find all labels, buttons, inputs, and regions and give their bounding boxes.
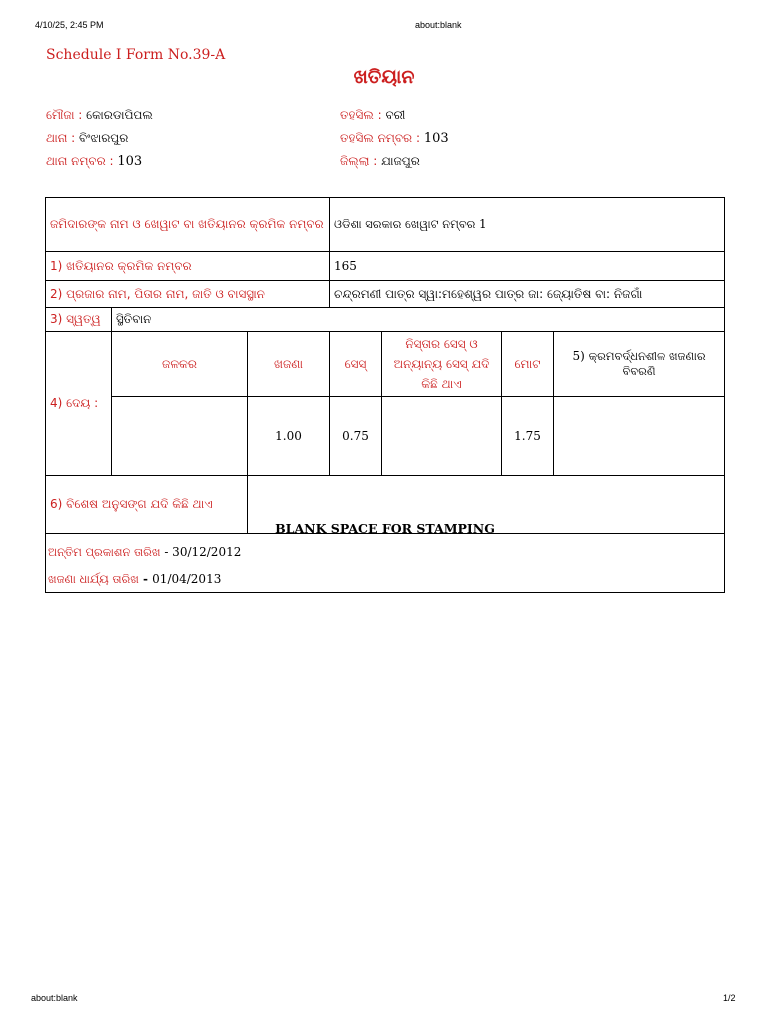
thana-no-line (46, 150, 153, 173)
stamp-area (45, 519, 725, 593)
tenant-value: ଚନ୍ଦ୍ରମଣୀ ପାତ୍ର ସ୍ୱା:ମହେଶ୍ୱର ପାତ୍ର ଜା: ଜ୍ୟୋତିଷ ବା: ନିଜଗାଁ (330, 281, 725, 308)
thana-line (46, 127, 153, 150)
owner-value-text: ଓଡିଶା ସରକାର ଖେୱାଟ ନମ୍ବର (334, 217, 480, 231)
rent-fixation-line (48, 572, 221, 587)
owner-value (330, 198, 725, 252)
tenant-label: 2) ପ୍ରଜାର ନାମ, ପିତାର ନାମ, ଜାତି ଓ ବାସସ୍ଥାନ (46, 281, 330, 308)
thana-no-value: 103 (117, 154, 143, 169)
val-khajana: 1.00 (248, 397, 330, 476)
col-nistar: ନିସ୍ତାର ସେସ୍ ଓ ଅନ୍ୟାନ୍ୟ ସେସ୍ ଯଦି କିଛି ଥାଏ (382, 332, 502, 397)
col-mot: ମୋଟ (502, 332, 554, 397)
mouza-label: ମୌଜା : (46, 108, 87, 122)
khatiyan-table (45, 197, 725, 534)
table-row-dues-values (46, 397, 725, 476)
district-label: ଜିଲ୍ଲା : (340, 154, 382, 168)
tahasil-no-value: 103 (423, 131, 449, 146)
col-jalkar: ଜଳକର (112, 332, 248, 397)
district-value: ଯାଜପୁର (381, 154, 420, 168)
right-value: ସ୍ଥିତିବାନ (112, 308, 725, 332)
col-progressive-rent-text: କ୍ରମବର୍ଦ୍ଧନଶୀଳ ଖଜଣାର ବିବରଣି (588, 349, 706, 378)
rent-fixation-dash: - (138, 572, 153, 586)
special-label: 6) ବିଶେଷ ଅନୁସଙ୍ଗ ଯଦି କିଛି ଥାଏ (46, 476, 248, 534)
table-row-tenant (46, 281, 725, 308)
mouza-value: କୋରଡାପିପଲ (86, 108, 153, 122)
rent-fixation-label: ଖଜଣା ଧାର୍ଯ୍ୟ ତାରିଖ (48, 572, 139, 586)
final-publication-date: - 30/12/2012 (160, 545, 242, 559)
meta-left-block (46, 104, 153, 173)
print-url-footer: about:blank (31, 993, 78, 1003)
print-page-number: 1/2 (723, 993, 736, 1003)
final-publication-label: ଅନ୍ତିମ ପ୍ରକାଶନ ତାରିଖ (48, 545, 161, 559)
serial-label: 1) ଖତିୟାନର କ୍ରମିକ ନମ୍ବର (46, 252, 330, 281)
district-line (340, 150, 449, 173)
val-jalkar (112, 397, 248, 476)
tahasil-no-line (340, 127, 449, 150)
thana-value: ବିଂଝାରପୁର (79, 131, 129, 145)
col-progressive-rent (554, 332, 725, 397)
stamp-title: BLANK SPACE FOR STAMPING (275, 521, 495, 536)
serial-value: 165 (330, 252, 725, 281)
page-title: ଖତିୟାନ (353, 66, 415, 88)
col-progressive-rent-number: 5) (572, 349, 589, 363)
col-ses: ସେସ୍ (330, 332, 382, 397)
thana-no-label: ଥାନା ନମ୍ବର : (46, 154, 118, 168)
tahasil-label: ତହସିଲ : (340, 108, 386, 122)
table-row-dues-header (46, 332, 725, 397)
print-url-header: about:blank (415, 20, 462, 30)
right-label: 3) ସ୍ୱତ୍ୱ (46, 308, 112, 332)
table-row-serial (46, 252, 725, 281)
final-publication-line (48, 545, 241, 560)
tahasil-line (340, 104, 449, 127)
owner-khewat-number: 1 (479, 217, 487, 231)
val-progressive-rent (554, 397, 725, 476)
val-nistar (382, 397, 502, 476)
print-datetime: 4/10/25, 2:45 PM (35, 20, 104, 30)
form-number: Schedule I Form No.39-A (46, 47, 226, 63)
tahasil-no-label: ତହସିଲ ନମ୍ବର : (340, 131, 424, 145)
val-mot: 1.75 (502, 397, 554, 476)
thana-label: ଥାନା : (46, 131, 80, 145)
meta-right-block (340, 104, 449, 173)
mouza-line (46, 104, 153, 127)
rent-fixation-date: 01/04/2013 (152, 572, 222, 586)
col-khajana: ଖଜଣା (248, 332, 330, 397)
dues-label: 4) ଦେୟ : (46, 332, 112, 476)
table-row-right (46, 308, 725, 332)
tahasil-value: ବରୀ (385, 108, 406, 122)
table-row-owner (46, 198, 725, 252)
val-ses: 0.75 (330, 397, 382, 476)
owner-label: ଜମିଦାରଙ୍କ ନାମ ଓ ଖେୱାଟ ବା ଖତିୟାନର କ୍ରମିକ ନମ୍ବର (46, 198, 330, 252)
